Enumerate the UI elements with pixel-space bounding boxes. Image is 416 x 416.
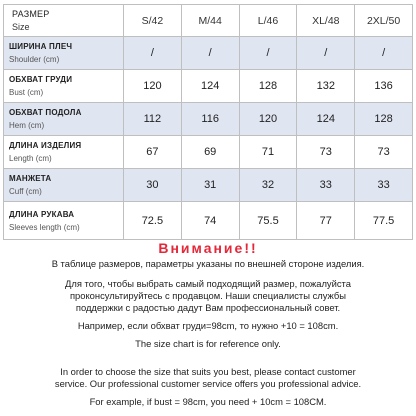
measure-value: 132 xyxy=(297,70,355,103)
size-header-cell xyxy=(4,5,124,37)
measure-value: 75.5 xyxy=(239,202,297,240)
measure-value: 74 xyxy=(181,202,239,240)
measure-value: 77 xyxy=(297,202,355,240)
measure-value: / xyxy=(239,37,297,70)
measure-row xyxy=(4,169,413,202)
measure-value: / xyxy=(181,37,239,70)
note-en-contact-1: In order to choose the size that suits you best, please contact customer xyxy=(60,366,356,377)
size-header-en: Size xyxy=(12,21,30,32)
measure-value: 67 xyxy=(124,136,182,169)
notes-section xyxy=(4,238,412,408)
measure-value: 69 xyxy=(181,136,239,169)
measure-value: 32 xyxy=(239,169,297,202)
measure-value: 31 xyxy=(181,169,239,202)
measure-row xyxy=(4,70,413,103)
measure-label-ru: ШИРИНА ПЛЕЧ xyxy=(9,42,73,51)
measure-value: 116 xyxy=(181,103,239,136)
measure-value: 124 xyxy=(181,70,239,103)
size-2xl: 2XL/50 xyxy=(355,5,413,37)
measure-label xyxy=(4,136,124,169)
size-header-row xyxy=(4,5,413,37)
measure-value: 33 xyxy=(355,169,413,202)
measure-label-ru: МАНЖЕТА xyxy=(9,174,52,183)
measure-label-en: Length (cm) xyxy=(9,154,52,163)
measure-value: 73 xyxy=(297,136,355,169)
size-xl: XL/48 xyxy=(297,5,355,37)
size-table xyxy=(3,4,413,240)
measure-value: 120 xyxy=(239,103,297,136)
measure-label xyxy=(4,169,124,202)
measure-value: 128 xyxy=(355,103,413,136)
measure-value: 72.5 xyxy=(124,202,182,240)
measure-row xyxy=(4,37,413,70)
measure-label-ru: ОБХВАТ ПОДОЛА xyxy=(9,108,82,117)
measure-label-en: Bust (cm) xyxy=(9,88,44,97)
measure-value: 30 xyxy=(124,169,182,202)
measure-value: 128 xyxy=(239,70,297,103)
measure-label-en: Sleeves length (cm) xyxy=(9,222,80,232)
note-ru-example: Например, если обхват груди=98cm, то нужно +10 = 108cm. xyxy=(77,320,339,331)
measure-label xyxy=(4,70,124,103)
measure-label xyxy=(4,37,124,70)
size-m: M/44 xyxy=(181,5,239,37)
measure-value: 112 xyxy=(124,103,182,136)
measure-value: 73 xyxy=(355,136,413,169)
size-l: L/46 xyxy=(239,5,297,37)
measure-label-ru: ДЛИНА ИЗДЕЛИЯ xyxy=(9,141,82,150)
measure-value: 136 xyxy=(355,70,413,103)
size-s: S/42 xyxy=(124,5,182,37)
measure-value: 77.5 xyxy=(355,202,413,240)
note-ru-consult-2: проконсультируйтесь с продавцом. Наши специалисты службы xyxy=(69,290,347,301)
measure-value: 71 xyxy=(239,136,297,169)
measure-label-en: Shoulder (cm) xyxy=(9,55,60,64)
note-en-contact-2: service. Our professional customer service offers you professional advice. xyxy=(54,378,362,389)
measure-value: 124 xyxy=(297,103,355,136)
measure-label xyxy=(4,202,124,240)
note-en-reference: The size chart is for reference only. xyxy=(135,338,281,349)
note-ru-outer-side: В таблице размеров, параметры указаны по внешней стороне изделия. xyxy=(51,258,365,269)
measure-row xyxy=(4,103,413,136)
measure-value: 33 xyxy=(297,169,355,202)
measure-value: 120 xyxy=(124,70,182,103)
measure-label-ru: ОБХВАТ ГРУДИ xyxy=(9,75,73,84)
measure-value: / xyxy=(355,37,413,70)
size-table-body xyxy=(4,5,413,240)
measure-label xyxy=(4,103,124,136)
warning-heading: Внимание!! xyxy=(158,240,258,256)
measure-value: / xyxy=(297,37,355,70)
measure-row xyxy=(4,136,413,169)
measure-value: / xyxy=(124,37,182,70)
measure-label-en: Hem (cm) xyxy=(9,121,45,130)
size-header-ru: РАЗМЕР xyxy=(12,8,50,19)
note-ru-consult-3: поддержки с радостью дадут Вам профессиональный совет. xyxy=(75,302,341,313)
measure-label-en: Cuff (cm) xyxy=(9,187,42,196)
measure-label-ru: ДЛИНА РУКАВА xyxy=(9,209,75,219)
note-ru-consult-1: Для того, чтобы выбрать самый подходящий размер, пожалуйста xyxy=(65,278,351,289)
note-en-example: For example, if bust = 98cm, you need + 10cm = 108CM. xyxy=(89,396,327,407)
measure-row xyxy=(4,202,413,240)
